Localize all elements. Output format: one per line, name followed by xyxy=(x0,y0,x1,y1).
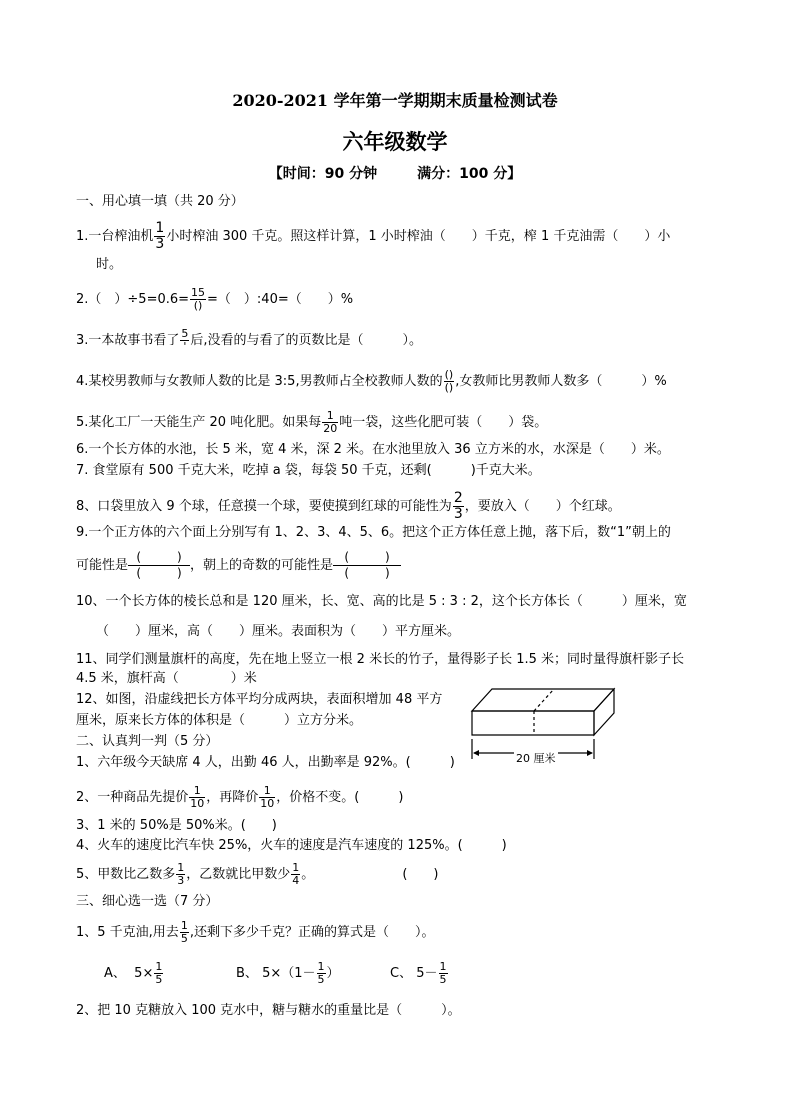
question-1-9: 9.一个正方体的六个面上分别写有 1、2、3、4、5、6。把这个正方体任意上抛，落下后，数“1”朝上的 xyxy=(76,525,671,540)
question-2-5: 5、甲数比乙数多 $\frac{1}{3}$ ，乙数就比甲数少 $\frac{1}{4}$ 。 ( ) xyxy=(76,861,439,887)
question-1-6: 6.一个长方体的水池，长 5 米，宽 4 米，深 2 米。在水池里放入 36 立方米的水，水深是（ ）米。 xyxy=(76,442,670,457)
exam-info xyxy=(0,163,790,183)
fraction: $\frac{()}{()}$ xyxy=(444,368,454,394)
cuboid-front-face xyxy=(472,711,594,735)
fraction: $\frac{1}{20}$ xyxy=(323,409,338,435)
question-1-12: 12、如图，沿虚线把长方体平均分成两块，表面积增加 48 平方 xyxy=(76,692,443,707)
fraction: $\frac{2}{3}$ xyxy=(453,490,463,522)
question-2-2: 2、一种商品先提价 $\frac{1}{10}$ ，再降价 $\frac{1}{10}$ ，价格不变。( ) xyxy=(76,784,404,810)
fraction: $\frac{1}{5}$ xyxy=(155,960,163,986)
question-3-2: 2、把 10 克糖放入 100 克水中，糖与糖水的重量比是（ ）。 xyxy=(76,1003,461,1018)
question-1-8: 8、口袋里放入 9 个球，任意摸一个球，要使摸到红球的可能性为 $\frac{2}{3}$ ，要放入（ ）个红球。 xyxy=(76,490,621,522)
fraction: $\frac{1}{3}$ xyxy=(155,220,165,252)
question-3-1: 1、5 千克油,用去 $\frac{1}{5}$ ,还剩下多少千克？正确的算式是（ ）。 xyxy=(76,919,435,945)
question-1-10-cont: （ ）厘米，高（ ）厘米。表面积为（ ）平方厘米。 xyxy=(96,624,461,639)
fraction: $\frac{1}{5}$ xyxy=(439,960,447,986)
score-label: 满分：100 分】 xyxy=(417,166,522,182)
fraction: $\frac{1}{5}$ xyxy=(317,960,325,986)
option-c: C、 5－ $\frac{1}{5}$ xyxy=(390,960,447,986)
option-a: A、 5× $\frac{1}{5}$ xyxy=(104,960,163,986)
section3-heading: 三、细心选一选（7 分） xyxy=(76,894,219,909)
fraction: $\frac{5}{'}$ xyxy=(181,327,189,353)
fraction: $\frac{1}{10}$ xyxy=(260,784,275,810)
question-1-11: 11、同学们测量旗杆的高度，先在地上竖立一根 2 米长的竹子，量得影子长 1.5 米；同时量得旗杆影子长 xyxy=(76,652,685,667)
question-1-3: 3.一本故事书看了 $\frac{5}{'}$ 后,没看的与看了的页数比是（ ）。 xyxy=(76,327,423,353)
question-1-1-cont: 时。 xyxy=(96,257,123,272)
section1-heading: 一、用心填一填（共 20 分） xyxy=(76,194,244,209)
exam-subject: 六年级数学 xyxy=(342,129,448,154)
question-1-1: 1.一台榨油机 $\frac{1}{3}$ 小时榨油 300 千克。照这样计算，1 小时榨油（ ）千克，榨 1 千克油需（ ）小 xyxy=(76,220,671,252)
fraction: $\frac{1}{10}$ xyxy=(190,784,205,810)
cuboid-side-face xyxy=(594,689,614,735)
option-b: B、 5×（1－ $\frac{1}{5}$ ） xyxy=(236,960,340,986)
question-2-3: 3、1 米的 50%是 50%米。( ) xyxy=(76,818,277,833)
time-label: 【时间：90 分钟 xyxy=(268,166,378,182)
section2-heading: 二、认真判一判（5 分） xyxy=(76,734,219,749)
cuboid-top-face xyxy=(472,689,614,711)
question-1-2: 2.（ ）÷5=0.6= $\frac{15}{()}$ =（ ）:40=（ ）% xyxy=(76,286,354,312)
question-1-4: 4.某校男教师与女教师人数的比是 3:5,男教师占全校教师人数的 $\frac{()}{()}$ ,女教师比男教师人数多（ ）% xyxy=(76,368,667,394)
figure-dimension-label: 20 厘米 xyxy=(516,752,556,765)
question-2-4: 4、火车的速度比汽车快 25%，火车的速度是汽车速度的 125%。( ) xyxy=(76,838,507,853)
fraction: $\frac{1}{4}$ xyxy=(292,861,300,887)
exam-title: 2020-2021 学年第一学期期末质量检测试卷 xyxy=(232,91,558,110)
blank-fraction: ( ) ( ) xyxy=(128,550,190,581)
question-1-5: 5.某化工厂一天能生产 20 吨化肥。如果每 $\frac{1}{20}$ 吨一袋，这些化肥可装（ ）袋。 xyxy=(76,409,548,435)
cut-line-top xyxy=(534,689,554,711)
question-1-7: 7. 食堂原有 500 千克大米，吃掉 a 袋，每袋 50 千克，还剩( )千克大米。 xyxy=(76,463,541,478)
question-1-12-cont: 厘米，原来长方体的体积是（ ）立方分米。 xyxy=(76,713,363,728)
question-1-11-cont: 4.5 米，旗杆高（ ）米 xyxy=(76,671,257,686)
fraction: $\frac{1}{5}$ xyxy=(180,919,188,945)
question-1-9-cont: 可能性是 ( ) ( ) ，朝上的奇数的可能性是 ( ) ( ) xyxy=(76,550,401,581)
blank-fraction: ( ) ( ) xyxy=(333,550,401,581)
dim-arrow-left xyxy=(473,750,479,756)
dim-arrow-right xyxy=(587,750,593,756)
fraction: $\frac{15}{()}$ xyxy=(191,286,206,312)
question-1-10: 10、一个长方体的棱长总和是 120 厘米，长、宽、高的比是 5 : 3 : 2，这个长方体长（ ）厘米，宽 xyxy=(76,594,687,609)
question-2-1: 1、六年级今天缺席 4 人，出勤 46 人，出勤率是 92%。( ) xyxy=(76,755,455,770)
fraction: $\frac{1}{3}$ xyxy=(177,861,185,887)
